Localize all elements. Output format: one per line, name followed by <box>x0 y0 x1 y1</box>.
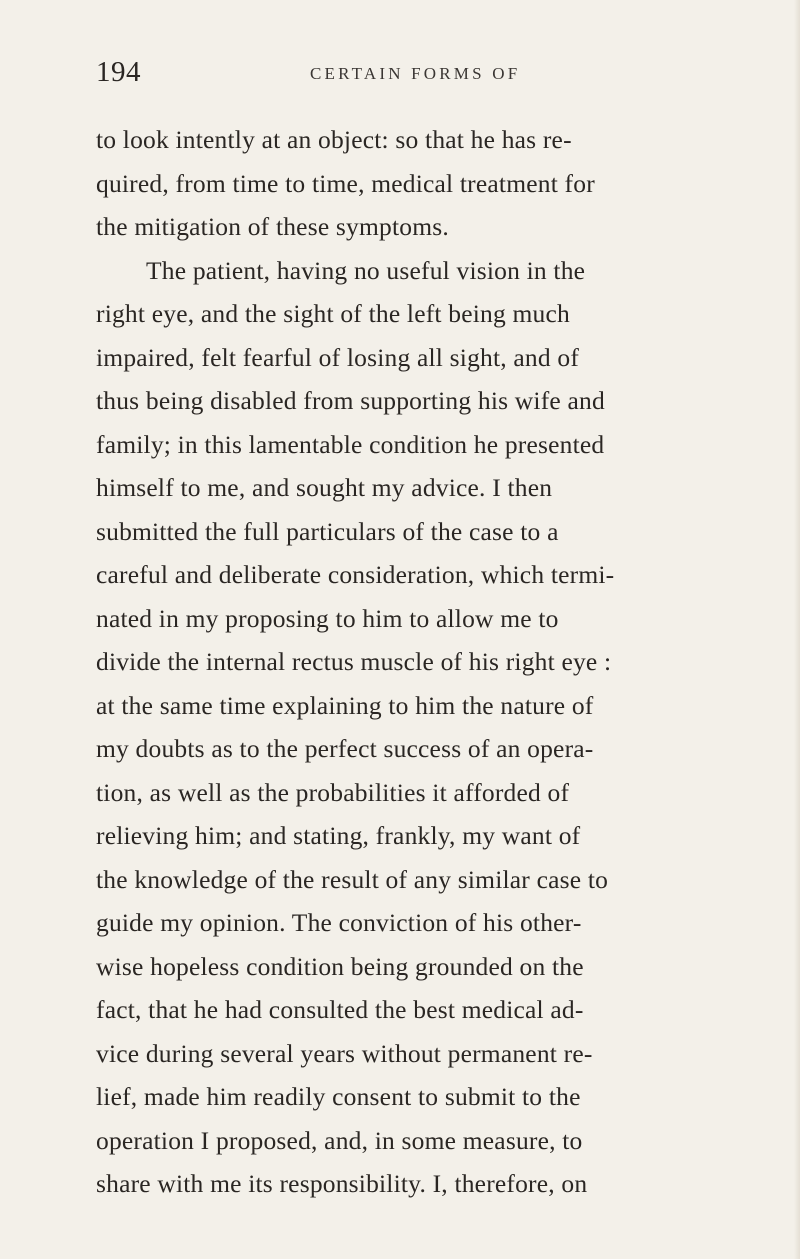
text-line: nated in my proposing to him to allow me to <box>96 603 559 633</box>
text-line: the mitigation of these symptoms. <box>96 212 449 241</box>
text-line: wise hopeless condition being grounded on the <box>96 951 584 981</box>
text-line: share with me its responsibility. I, therefore, on <box>96 1169 588 1198</box>
text-line: vice during several years without permanent re- <box>96 1038 593 1068</box>
text-line: impaired, felt fearful of losing all sight, and of <box>96 342 580 372</box>
text-line: guide my opinion. The conviction of his other- <box>96 908 582 937</box>
text-line: operation I proposed, and, in some measure, to <box>96 1125 583 1155</box>
running-head: CERTAIN FORMS OF <box>310 64 521 83</box>
text-line: thus being disabled from supporting his wife and <box>96 386 605 415</box>
text-line: lief, made him readily consent to submit to the <box>96 1082 581 1111</box>
text-line: my doubts as to the perfect success of an opera- <box>96 734 594 763</box>
text-line: careful and deliberate consideration, which termi- <box>96 560 615 589</box>
text-line: at the same time explaining to him the nature of <box>96 690 594 720</box>
text-line: family; in this lamentable condition he presented <box>96 429 605 459</box>
text-line: relieving him; and stating, frankly, my want of <box>96 821 581 850</box>
paragraph-start-line: The patient, having no useful vision in the <box>146 255 586 285</box>
text-line: submitted the full particulars of the case to a <box>96 516 559 546</box>
page-edge <box>794 0 800 1259</box>
text-line: tion, as well as the probabilities it afforded of <box>96 777 570 807</box>
body-text <box>96 118 796 1206</box>
text-line: fact, that he had consulted the best medical ad- <box>96 995 584 1024</box>
text-line: right eye, and the sight of the left being much <box>96 299 570 328</box>
text-line: himself to me, and sought my advice. I then <box>96 473 553 502</box>
text-line: the knowledge of the result of any similar case to <box>96 864 609 894</box>
text-line: quired, from time to time, medical treatment for <box>96 168 595 198</box>
page-number: 194 <box>96 56 141 88</box>
text-line: to look intently at an object: so that he has re- <box>96 125 572 154</box>
text-line: divide the internal rectus muscle of his right eye : <box>96 647 612 676</box>
